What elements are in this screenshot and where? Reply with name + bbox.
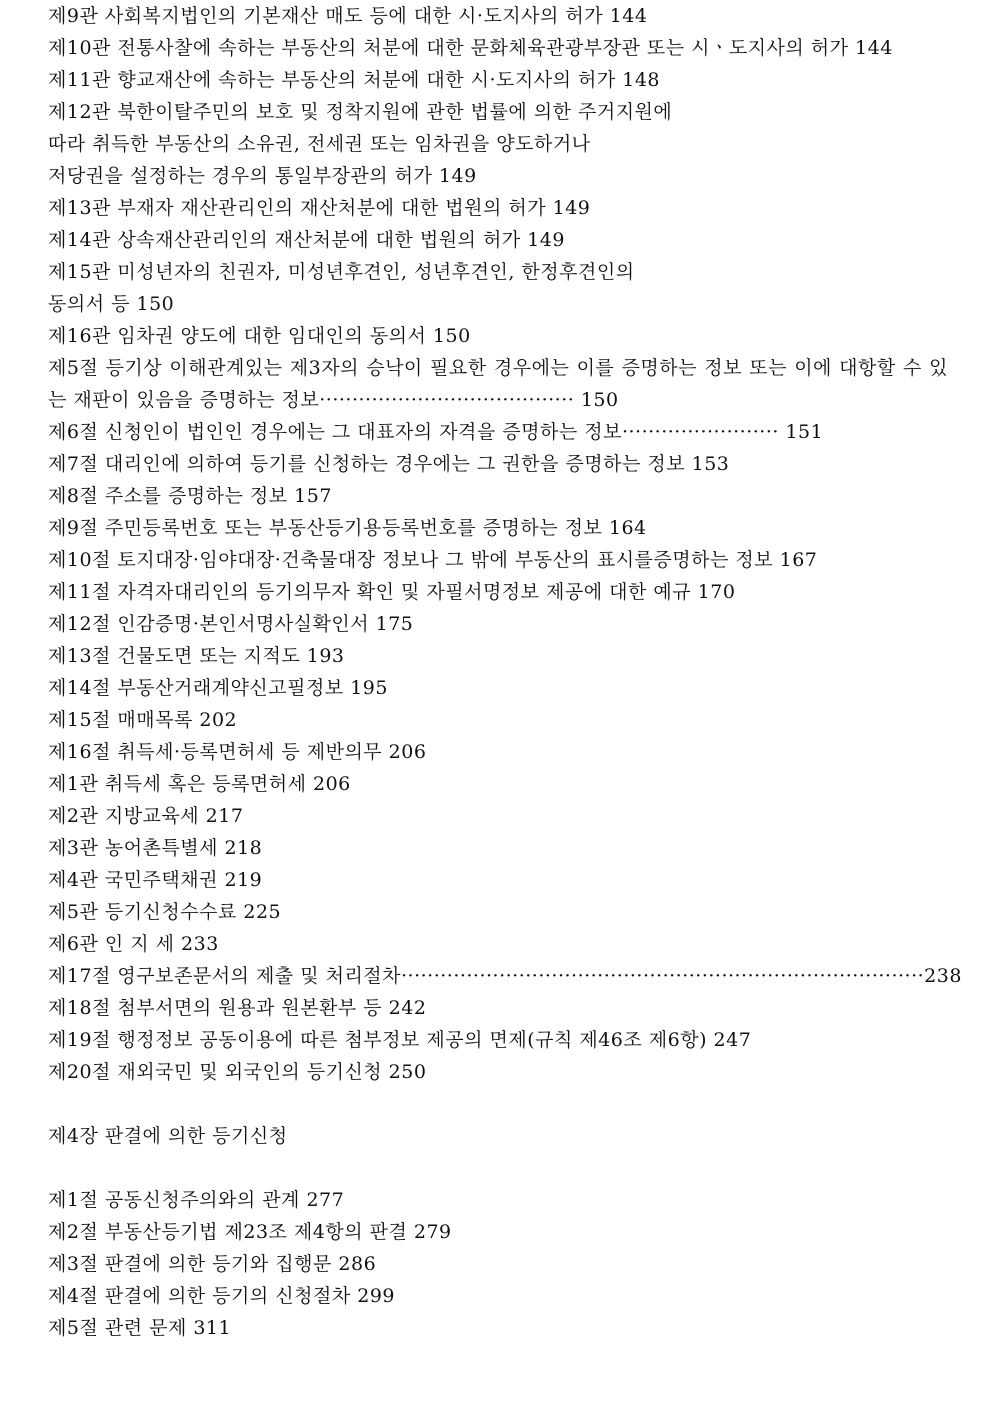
toc-entry: 제10관 전통사찰에 속하는 부동산의 처분에 대한 문화체육관광부장관 또는 시ㆍ도지사의 허가 144 (48, 37, 893, 59)
toc-entry: 제3관 농어촌특별세 218 (48, 837, 263, 859)
toc-entry: 제19절 행정정보 공동이용에 따른 첨부정보 제공의 면제(규칙 제46조 제6항) 247 (48, 1029, 752, 1051)
toc-entry: 따라 취득한 부동산의 소유권, 전세권 또는 임차권을 양도하거나 (48, 133, 591, 155)
toc-entry: 제12절 인감증명·본인서명사실확인서 175 (48, 613, 414, 635)
spacer (48, 1088, 948, 1120)
toc-entry: 제9관 사회복지법인의 기본재산 매도 등에 대한 시·도지사의 허가 144 (48, 5, 648, 27)
toc-entry-multiline: 제5절 등기상 이해관계있는 제3자의 승낙이 필요한 경우에는 이를 증명하는 정보 또는 이에 대항할 수 있는 재판이 있음을 증명하는 정보······································· 150 (48, 357, 948, 411)
toc-entry: 제2절 부동산등기법 제23조 제4항의 판결 279 (48, 1221, 452, 1243)
toc-entry: 제7절 대리인에 의하여 등기를 신청하는 경우에는 그 권한을 증명하는 정보 153 (48, 453, 730, 475)
toc-entry: 제15절 매매목록 202 (48, 709, 238, 731)
toc-entry: 제13절 건물도면 또는 지적도 193 (48, 645, 345, 667)
toc-entry: 제16관 임차권 양도에 대한 임대인의 동의서 150 (48, 325, 471, 347)
table-of-contents (48, 0, 962, 1344)
toc-entry: 제11절 자격자대리인의 등기의무자 확인 및 자필서명정보 제공에 대한 예규 170 (48, 581, 736, 603)
toc-entry: 제15관 미성년자의 친권자, 미성년후견인, 성년후견인, 한정후견인의 (48, 261, 635, 283)
toc-entry: 제1절 공동신청주의와의 관계 277 (48, 1189, 345, 1211)
toc-entry: 제6관 인 지 세 233 (48, 933, 219, 955)
toc-entry: 동의서 등 150 (48, 293, 175, 315)
toc-entry: 제16절 취득세·등록면허세 등 제반의무 206 (48, 741, 427, 763)
toc-entry: 제3절 판결에 의한 등기와 집행문 286 (48, 1253, 377, 1275)
toc-entry: 제17절 영구보존문서의 제출 및 처리절차················································································238 (48, 965, 962, 987)
toc-entry: 제14관 상속재산관리인의 재산처분에 대한 법원의 허가 149 (48, 229, 565, 251)
toc-bottom-section (48, 1184, 948, 1344)
toc-entry: 제11관 향교재산에 속하는 부동산의 처분에 대한 시·도지사의 허가 148 (48, 69, 661, 91)
toc-entry: 제18절 첨부서면의 원용과 원본환부 등 242 (48, 997, 427, 1019)
toc-entry: 제6절 신청인이 법인인 경우에는 그 대표자의 자격을 증명하는 정보························ 151 (48, 421, 824, 443)
toc-entry: 제5절 관련 문제 311 (48, 1317, 232, 1339)
toc-entry: 제2관 지방교육세 217 (48, 805, 244, 827)
toc-entry: 제14절 부동산거래계약신고필정보 195 (48, 677, 388, 699)
spacer (48, 1152, 948, 1184)
toc-entry: 제9절 주민등록번호 또는 부동산등기용등록번호를 증명하는 정보 164 (48, 517, 647, 539)
toc-entry: 저당권을 설정하는 경우의 통일부장관의 허가 149 (48, 165, 477, 187)
toc-entry: 제8절 주소를 증명하는 정보 157 (48, 485, 332, 507)
toc-entry: 제12관 북한이탈주민의 보호 및 정착지원에 관한 법률에 의한 주거지원에 (48, 101, 673, 123)
toc-entry: 제5관 등기신청수수료 225 (48, 901, 282, 923)
toc-entry: 제10절 토지대장·임야대장·건축물대장 정보나 그 밖에 부동산의 표시를증명하는 정보 167 (48, 549, 818, 571)
toc-entry: 제1관 취득세 혹은 등록면허세 206 (48, 773, 351, 795)
toc-entry: 제4절 판결에 의한 등기의 신청절차 299 (48, 1285, 396, 1307)
toc-top-section (48, 0, 948, 352)
toc-mid-section (48, 416, 962, 1088)
toc-entry: 제20절 재외국민 및 외국인의 등기신청 250 (48, 1061, 427, 1083)
chapter-heading: 제4장 판결에 의한 등기신청 (48, 1125, 288, 1147)
toc-entry: 제13관 부재자 재산관리인의 재산처분에 대한 법원의 허가 149 (48, 197, 591, 219)
toc-entry: 제4관 국민주택채권 219 (48, 869, 263, 891)
